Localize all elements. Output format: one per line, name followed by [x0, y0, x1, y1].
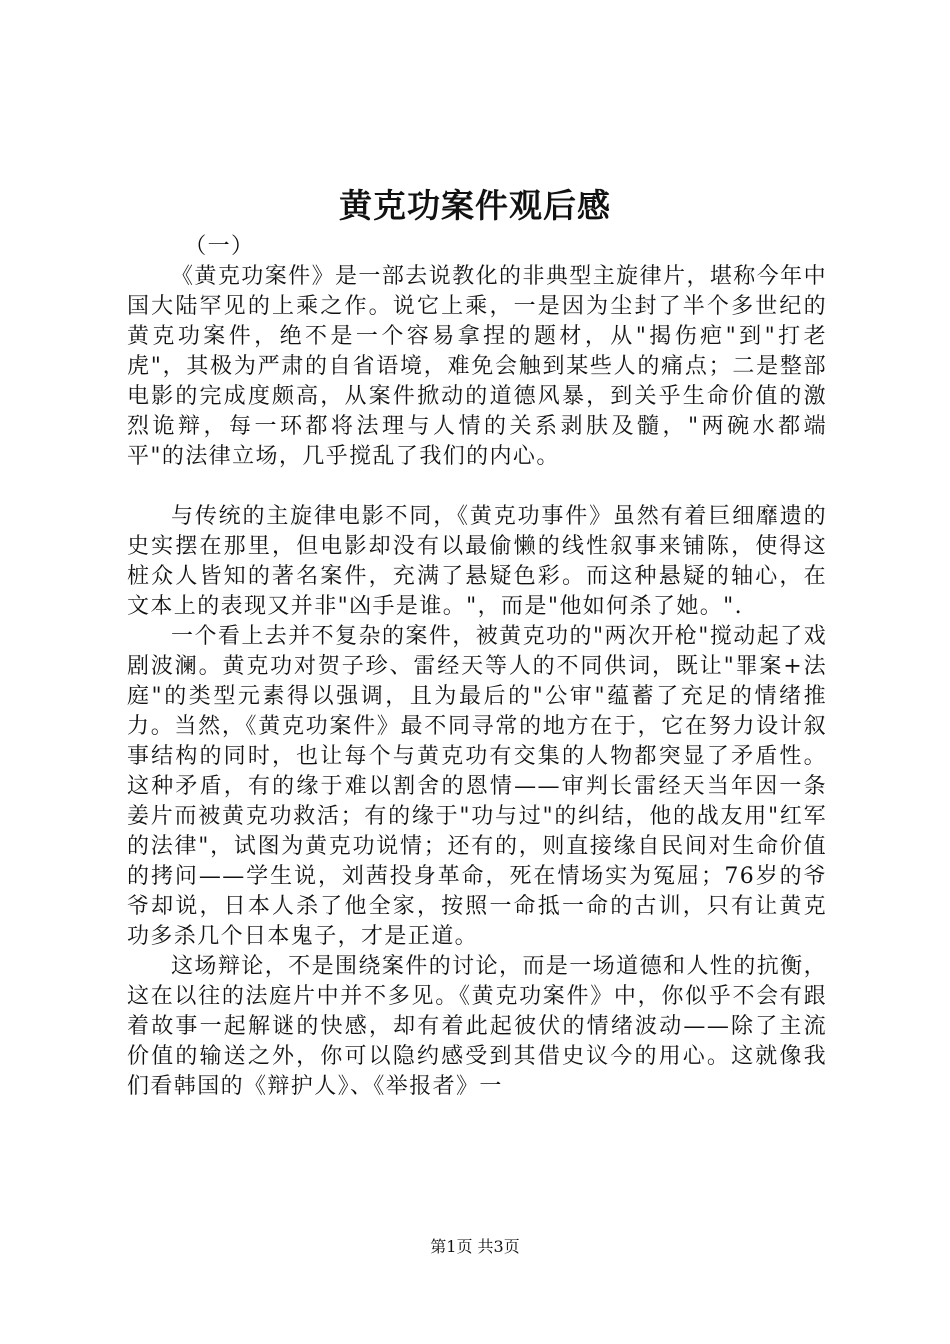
document-title: 黄克功案件观后感 [339, 186, 611, 225]
page-number-footer: 第1页 共3页 [430, 1237, 520, 1256]
document-body [127, 232, 827, 1102]
section-number: （一） [184, 234, 255, 259]
paragraph-2: 与传统的主旋律电影不同，《黄克功事件》虽然有着巨细靡遗的史实摆在那里，但电影却没有以最偷懒的线性叙事来铺陈，使得这桩众人皆知的著名案件，充满了悬疑色彩。而这种悬疑的轴心，在文本上的表现又并非"凶手是谁。"，而是"他如何杀了她。". [127, 504, 827, 619]
paragraph-3: 一个看上去并不复杂的案件，被黄克功的"两次开枪"搅动起了戏剧波澜。黄克功对贺子珍、雷经天等人的不同供词，既让"罪案+法庭"的类型元素得以强调，且为最后的"公审"蕴蓄了充足的情绪推力。当然，《黄克功案件》最不同寻常的地方在于，它在努力设计叙事结构的同时，也让每个与黄克功有交集的人物都突显了矛盾性。这种矛盾，有的缘于难以割舍的恩情——审判长雷经天当年因一条姜片而被黄克功救活；有的缘于"功与过"的纠结，他的战友用"红军的法律"，试图为黄克功说情；还有的，则直接缘自民间对生命价值的拷问——学生说，刘茜投身革命，死在情场实为冤屈；76岁的爷爷却说，日本人杀了他全家，按照一命抵一命的古训，只有让黄克功多杀几个日本鬼子，才是正道。 [127, 624, 827, 949]
paragraph-1: 《黄克功案件》是一部去说教化的非典型主旋律片，堪称今年中国大陆罕见的上乘之作。说它上乘，一是因为尘封了半个多世纪的黄克功案件，绝不是一个容易拿捏的题材，从"揭伤疤"到"打老虎"，其极为严肃的自省语境，难免会触到某些人的痛点；二是整部电影的完成度颇高，从案件掀动的道德风暴，到关乎生命价值的激烈诡辩，每一环都将法理与人情的关系剥肤及髓，"两碗水都端平"的法律立场，几乎搅乱了我们的内心。 [127, 264, 827, 469]
paragraph-4: 这场辩论，不是围绕案件的讨论，而是一场道德和人性的抗衡，这在以往的法庭片中并不多见。《黄克功案件》中，你似乎不会有跟着故事一起解谜的快感，却有着此起彼伏的情绪波动——除了主流价值的输送之外，你可以隐约感受到其借史议今的用心。这就像我们看韩国的《辩护人》、《举报者》一 [127, 954, 827, 1099]
